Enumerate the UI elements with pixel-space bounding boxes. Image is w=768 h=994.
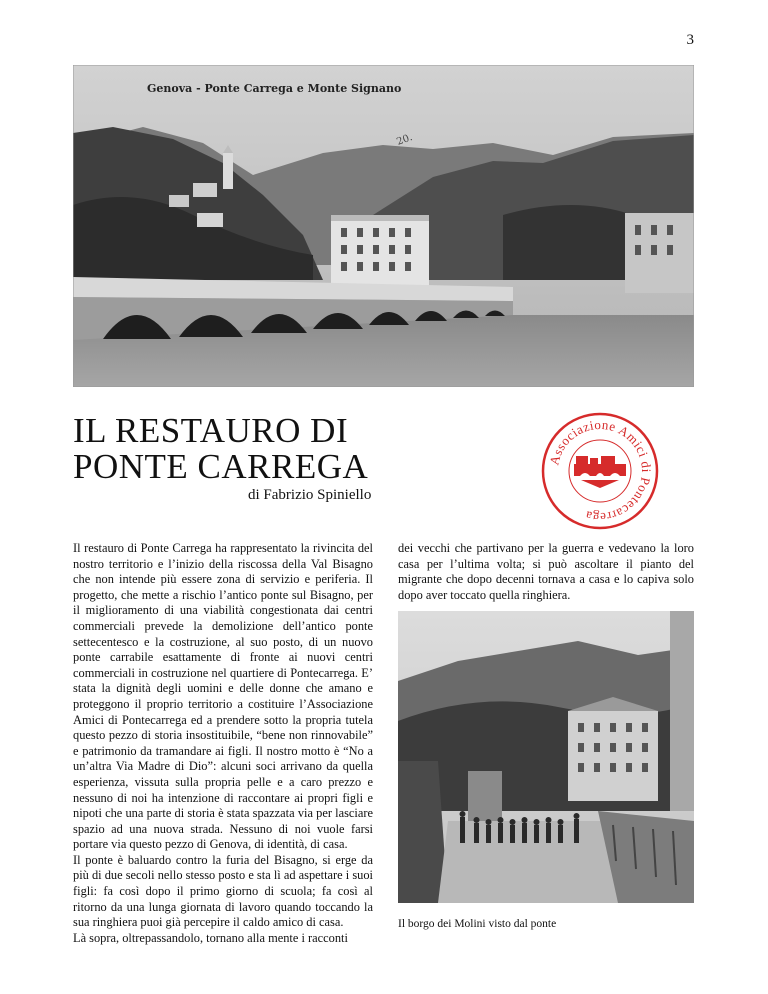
molini-photo [398, 611, 694, 903]
byline: di Fabrizio Spiniello [248, 487, 372, 503]
body-paragraph: dei vecchi che partivano per la guerra e vedevano la loro casa per l’ultima volta; si può ascoltare il pianto del migrante che dopo decenni tornava a casa e lo capiva solo dopo aver toccato quella ringhiera. [398, 541, 694, 602]
body-paragraph: Là sopra, oltrepassandolo, tornano alla mente i racconti [73, 930, 348, 945]
postcard-caption: Genova - Ponte Carrega e Monte Signano [147, 82, 402, 95]
body-paragraph: Il ponte è baluardo contro la furia del Bisagno, si erge da più di due secoli nello stesso posto e sta lì ad aspettare i suoi figli: fa così dopo il primo giorno di scuola; fa così al ritorno da una lunga giornata di lavoro quando toccando la sua ringhiera puoi già percepire il caldo amico di casa. [73, 852, 373, 930]
body-paragraph: Il restauro di Ponte Carrega ha rappresentato la rivincita del nostro territorio e l’inizio della riscossa della Val Bisagno che non intende più essere zona di servizio e periferia. Il progetto, che mette a rischio l’antico ponte sul Bisagno, per il miglioramento di una viabilità congestionata dai centri commerciali prevede la demolizione dell’antico ponte settecentesco e la costruzione, al suo posto, di un nuovo ponte carrabile esattamente di fronte ai nuovi centri commerciali in costruzione nel quartiere di Pontecarrega. E’ stata la dignità degli uomini e delle donne che amano e proteggono il proprio territorio a costituire l’Associazione Amici di Pontecarrega ed a prendere sotto la propria tutela questo pezzo di storia insostituibile, “bene non rinnovabile” e patrimonio da tramandare ai figli. Il nostro motto è “No a un’altra Via Madre di Dio”: alcuni soci arrivano da quella esperienza, vissuta sulla propria pelle e a caro prezzo e nessuno di noi ha intenzione di raccontare ai propri figli e nipoti che una parte di storia è stata spazzata via per lasciare spazio ad una nuova strada. Nessuno di noi vuole farsi portare via questo pezzo di Genova, di identità, di casa. [73, 541, 373, 852]
association-logo [541, 412, 659, 530]
logo-text: Associazione Amici di Pontecarrega [546, 416, 655, 526]
article-body-right [398, 541, 694, 603]
article-title [73, 413, 368, 485]
photo-caption: Il borgo dei Molini visto dal ponte [398, 918, 557, 930]
handwritten-mark: 20. [395, 132, 414, 148]
page-number: 3 [686, 32, 694, 48]
article-body-left [73, 541, 373, 946]
title-line-1: IL RESTAURO DI [73, 411, 349, 450]
postcard-photo [73, 65, 694, 387]
title-line-2: PONTE CARREGA [73, 447, 369, 486]
